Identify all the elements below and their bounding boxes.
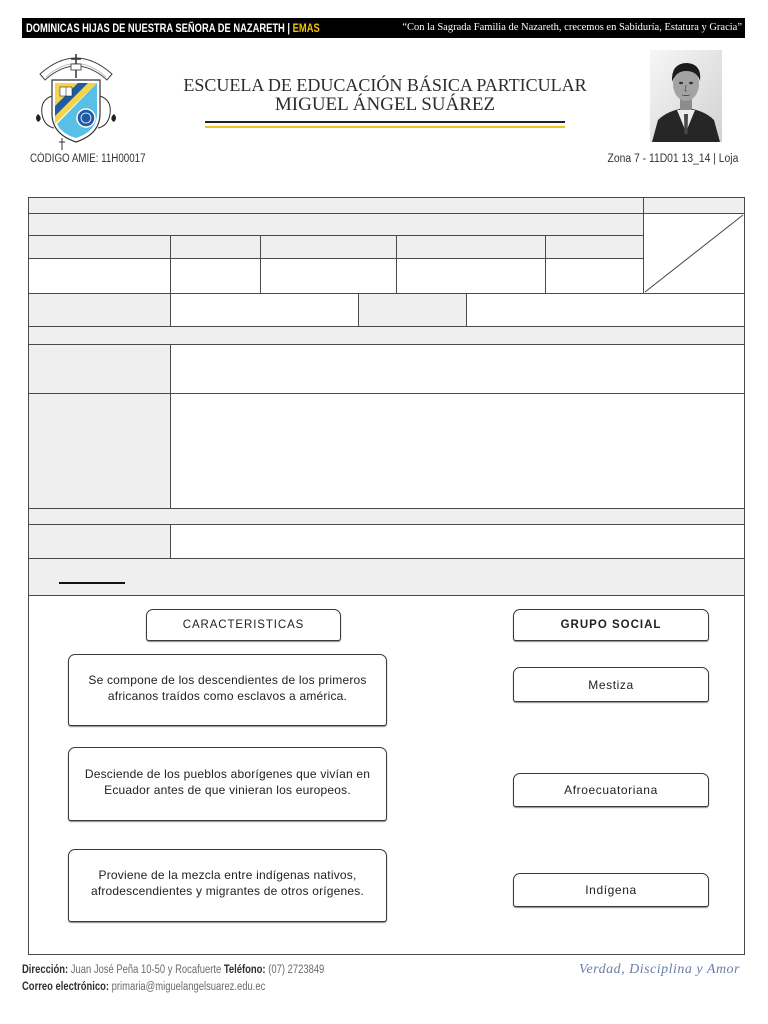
school-crest-icon — [32, 44, 120, 150]
school-title-block — [135, 75, 635, 115]
title-rule-yellow — [205, 126, 565, 128]
social-group-card: Afroecuatoriana — [513, 773, 709, 807]
characteristic-card: Se compone de los descendientes de los primeros africanos traídos como esclavos a américa. — [68, 654, 387, 726]
blank-underline — [59, 582, 125, 584]
form-value-cell — [467, 294, 745, 327]
form-section-bar — [29, 509, 745, 525]
address-label: Dirección: — [22, 964, 69, 976]
characteristic-card: Proviene de la mezcla entre indígenas nativos, afrodescendientes y migrantes de otros orígenes. — [68, 849, 387, 922]
social-group-card: Mestiza — [513, 667, 709, 702]
form-column-header — [29, 236, 171, 259]
form-subtitle-bar — [29, 214, 644, 236]
phone-value: (07) 2723849 — [268, 964, 325, 976]
form-label-cell — [359, 294, 467, 327]
form-value-cell — [29, 259, 171, 294]
form-value-cell — [171, 259, 261, 294]
form-value-cell — [171, 394, 745, 509]
address-value: Juan José Peña 10-50 y Rocafuerte — [70, 964, 222, 976]
form-value-cell — [171, 294, 359, 327]
founder-portrait — [650, 50, 722, 142]
title-rule-black — [205, 121, 565, 123]
top-banner — [22, 18, 745, 38]
zone-district: Zona 7 - 11D01 13_14 | Loja — [607, 153, 738, 165]
form-title-bar — [29, 198, 644, 214]
form-column-header — [171, 236, 261, 259]
school-name-title: MIGUEL ÁNGEL SUÁREZ — [274, 94, 496, 115]
school-type-title: ESCUELA DE EDUCACIÓN BÁSICA PARTICULAR — [183, 75, 587, 95]
email-value: primaria@miguelangelsuarez.edu.ec — [111, 981, 266, 993]
footer-address-line — [22, 962, 324, 978]
characteristics-heading: CARACTERISTICAS — [146, 609, 341, 641]
amie-code: CÓDIGO AMIE: 11H00017 — [30, 153, 146, 165]
school-slogan: Verdad, Disciplina y Amor — [578, 962, 740, 977]
form-label-cell — [29, 345, 171, 394]
student-info-form — [28, 197, 745, 955]
characteristic-card: Desciende de los pueblos aborígenes que vivían en Ecuador antes de que vinieran los europeos. — [68, 747, 387, 821]
banner-quote: “Con la Sagrada Familia de Nazareth, crecemos en Sabiduría, Estatura y Gracia” — [402, 22, 742, 33]
institution-name: DOMINICAS HIJAS DE NUESTRA SEÑORA DE NAZARETH — [26, 21, 285, 35]
form-value-cell — [171, 525, 745, 559]
form-label-cell — [29, 394, 171, 509]
phone-label: Teléfono: — [223, 964, 266, 976]
institution-banner-text — [26, 21, 320, 35]
form-value-cell — [546, 259, 644, 294]
institution-acronym: EMAS — [292, 21, 320, 35]
banner-separator: | — [287, 21, 291, 35]
form-column-header — [546, 236, 644, 259]
form-label-cell — [29, 525, 171, 559]
form-value-cell — [261, 259, 397, 294]
matching-activity-area — [29, 596, 745, 955]
footer-email-line — [22, 979, 265, 995]
form-label-cell — [29, 294, 171, 327]
diagonal-line — [644, 214, 744, 293]
form-value-cell — [171, 345, 745, 394]
form-column-header — [397, 236, 546, 259]
form-value-cell — [397, 259, 546, 294]
form-section-bar — [29, 327, 745, 345]
form-column-header — [261, 236, 397, 259]
social-group-heading: GRUPO SOCIAL — [513, 609, 709, 641]
social-group-card: Indígena — [513, 873, 709, 907]
form-corner-header-cell — [644, 198, 745, 214]
instruction-bar — [29, 559, 745, 596]
diagonal-cell — [644, 214, 745, 294]
email-label: Correo electrónico: — [22, 981, 109, 993]
